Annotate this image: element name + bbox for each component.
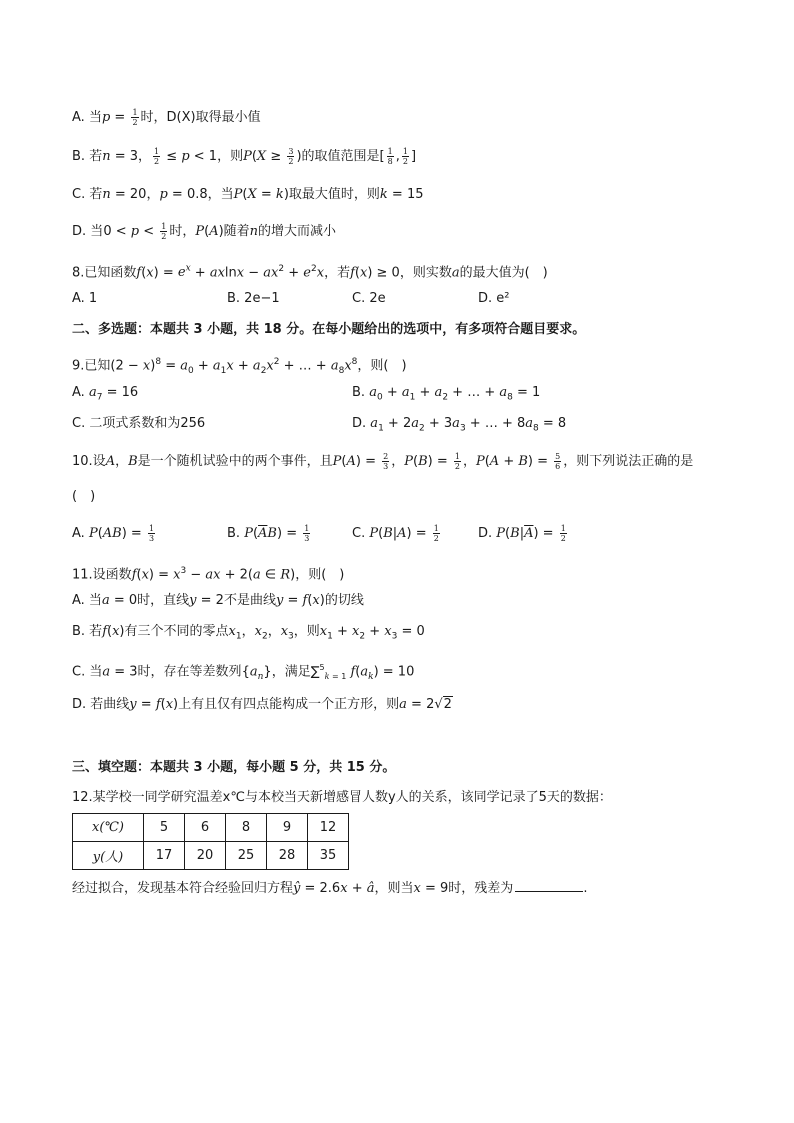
q8-option-d: D. e² [478,291,510,306]
table-cell: 6 [185,814,226,842]
table-row [73,814,349,842]
table-cell: 25 [226,842,267,870]
q11-option-b: B. 若f(x)有三个不同的零点$x_1$，$x_2$，$x_3$，则$x_1 + x_2 + x_3 = 0$ [72,624,425,642]
q10-option-d: D. $P(B|\overline{A})$ = $\frac{1}{2}$ [478,524,566,543]
q10-option-b: B. $P(\overline{A}B)$ = $\frac{1}{3}$ [227,524,310,543]
q10-option-a: A. P(AB) = $\frac{1}{3}$ [72,524,155,543]
table-cell: 5 [144,814,185,842]
table-cell: 20 [185,842,226,870]
table-cell: 17 [144,842,185,870]
table-cell: 12 [308,814,349,842]
q11-option-c: C. 当a = 3时，存在等差数列$\{a_n\}$，满足∑$^5_{k = 1}$ $f(a_k) = 10$ [72,663,415,682]
q8-option-b: B. 2e−1 [227,291,280,306]
section-2-heading: 二、多选题：本题共 3 小题，共 18 分。在每小题给出的选项中，有多项符合题目要求。 [72,322,586,337]
table-cell: 35 [308,842,349,870]
q7-option-b: B. 若n = 3， $\frac{1}{2}$ ≤ p < 1，则P(X ≥ $\frac{3}{2}$ )的取值范围是[ $\frac{1}{8}$ , $\frac{1}{2}$ ] [72,147,417,166]
table-cell: 9 [267,814,308,842]
q9-option-d: D. $a_1 + 2a_2 + 3a_3$ + … + $8a_8 = 8$ [352,416,567,434]
table-cell: 8 [226,814,267,842]
q8-option-a: A. 1 [72,291,98,306]
answer-blank[interactable] [515,879,583,892]
q7-option-c: C. 若n = 20，p = 0.8，当P(X = k)取最大值时，则k = 15 [72,187,424,202]
table-row-header-x: x(℃) [73,814,144,842]
q10-stem: 10.设A，B是一个随机试验中的两个事件，且P(A) = $\frac{2}{3}$ ，P(B) = $\frac{1}{2}$ ，P(A + B) = $\frac{5}{6}$ ，则下列说法正确的是 [72,452,694,471]
q8-stem: 8.已知函数$f(x) = e^x + axlnx - ax^2 + e^2x$，若f(x) ≥ 0，则实数a的最大值为( ) [72,264,548,281]
q10-option-c: C. P(B|A) = $\frac{1}{2}$ [352,524,439,543]
q7-option-d: D. 当0 < p < $\frac{1}{2}$ 时，P(A)随着n的增大而减小 [72,222,337,241]
q12-stem: 12.某学校一同学研究温差x℃与本校当天新增感冒人数y人的关系，该同学记录了5天的数据： [72,790,612,805]
q9-stem: 9.已知$(2 - x)^8 = a_0 + a_1x + a_2x^2$ + … + $a_8x^8$，则( ) [72,357,407,376]
q9-option-a: A. $a_7 = 16$ [72,385,139,403]
q12-follow-up: 经过拟合，发现基本符合经验回归方程ŷ = 2.6x + â，则当x = 9时，残差为 . [72,881,588,896]
section-3-heading: 三、填空题：本题共 3 小题，每小题 5 分，共 15 分。 [72,760,396,775]
q11-stem: 11.设函数$f(x) = x^3$ − ax + 2(a ∈ R)，则( ) [72,566,345,583]
q9-option-b: B. $a_0 + a_1 + a_2$ + … + $a_8 = 1$ [352,385,541,403]
q9-option-c: C. 二项式系数和为256 [72,416,206,431]
table-row [73,842,349,870]
q11-option-d: D. 若曲线y = f(x)上有且仅有四点能构成一个正方形，则a = 2√2 [72,697,452,712]
q8-option-c: C. 2e [352,291,386,306]
q7-option-a: A. 当p = $\frac{1}{2}$ 时，D(X)取得最小值 [72,108,261,127]
table-cell: 28 [267,842,308,870]
q11-option-a: A. 当a = 0时，直线y = 2不是曲线y = f(x)的切线 [72,593,364,608]
q12-data-table [72,813,349,870]
q10-paren: ( ) [72,489,96,504]
table-row-header-y: y(人) [73,842,144,870]
